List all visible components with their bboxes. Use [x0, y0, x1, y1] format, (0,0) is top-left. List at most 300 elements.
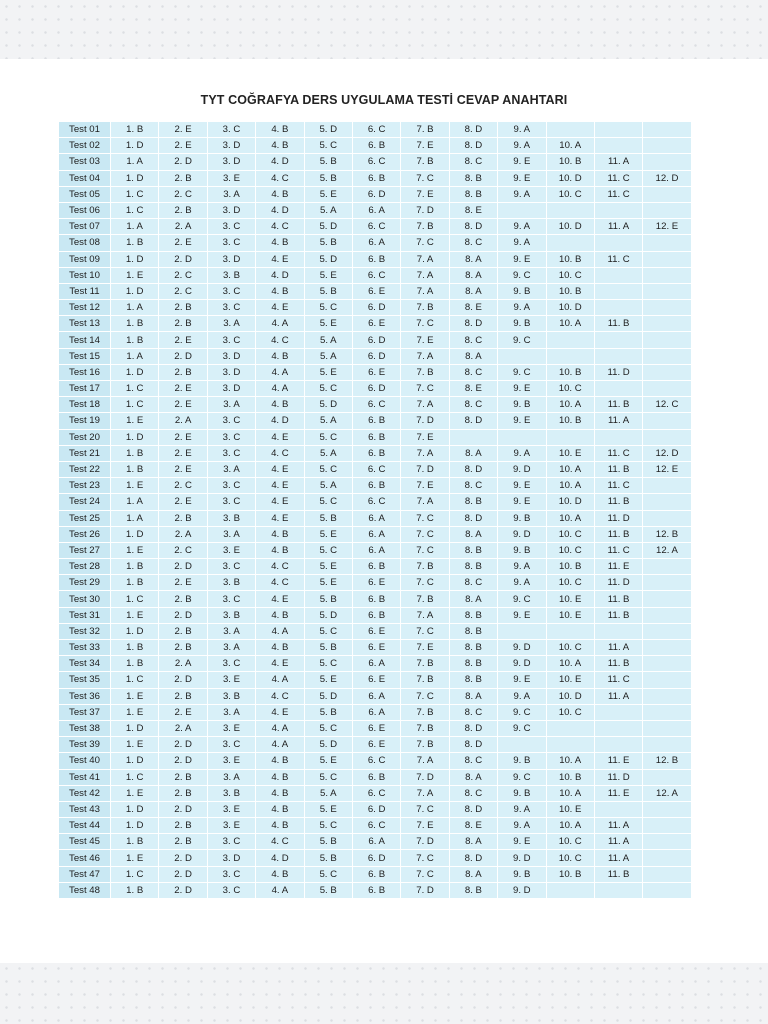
table-row: [59, 122, 692, 138]
answer-cell: 11. B: [594, 526, 642, 542]
answer-cell: 11. B: [594, 397, 642, 413]
answer-cell: [643, 737, 691, 753]
answer-cell: 4. B: [256, 526, 304, 542]
answer-cell: 5. A: [304, 332, 352, 348]
answer-cell: 4. B: [256, 186, 304, 202]
test-label-cell: Test 23: [59, 478, 111, 494]
answer-cell: 3. A: [207, 461, 255, 477]
answer-cell: 5. A: [304, 445, 352, 461]
answer-cell: 3. D: [207, 138, 255, 154]
answer-cell: 3. D: [207, 364, 255, 380]
answer-cell: 9. D: [498, 526, 546, 542]
answer-cell: 6. E: [352, 283, 400, 299]
answer-cell: [498, 429, 546, 445]
answer-cell: 7. B: [401, 737, 449, 753]
answer-cell: 3. A: [207, 397, 255, 413]
answer-cell: 12. D: [643, 445, 691, 461]
answer-cell: 9. B: [498, 542, 546, 558]
answer-cell: 1. B: [111, 575, 159, 591]
test-label-cell: Test 42: [59, 785, 111, 801]
answer-cell: 2. B: [159, 591, 207, 607]
answer-cell: 4. B: [256, 283, 304, 299]
answer-cell: 1. D: [111, 283, 159, 299]
answer-cell: 5. D: [304, 219, 352, 235]
answer-cell: 1. D: [111, 720, 159, 736]
answer-cell: 9. E: [498, 478, 546, 494]
answer-cell: 8. C: [449, 154, 497, 170]
answer-cell: 11. B: [594, 316, 642, 332]
answer-cell: 3. C: [207, 300, 255, 316]
answer-cell: 7. B: [401, 656, 449, 672]
answer-cell: 4. B: [256, 640, 304, 656]
answer-cell: 9. B: [498, 785, 546, 801]
table-row: [59, 575, 692, 591]
answer-cell: [643, 850, 691, 866]
answer-cell: 6. C: [352, 818, 400, 834]
answer-cell: 4. B: [256, 235, 304, 251]
answer-cell: [546, 737, 594, 753]
answer-cell: 4. E: [256, 656, 304, 672]
answer-cell: [643, 138, 691, 154]
answer-cell: 7. A: [401, 753, 449, 769]
table-row: [59, 753, 692, 769]
answer-cell: 6. A: [352, 688, 400, 704]
answer-cell: 5. A: [304, 202, 352, 218]
answer-cell: [594, 283, 642, 299]
answer-cell: 4. C: [256, 575, 304, 591]
answer-cell: 8. B: [449, 672, 497, 688]
test-label-cell: Test 38: [59, 720, 111, 736]
answer-cell: 9. E: [498, 170, 546, 186]
answer-cell: 4. E: [256, 300, 304, 316]
answer-cell: 1. D: [111, 623, 159, 639]
answer-cell: 10. B: [546, 866, 594, 882]
answer-cell: 4. C: [256, 170, 304, 186]
answer-cell: 5. C: [304, 300, 352, 316]
answer-cell: 6. C: [352, 267, 400, 283]
page-title: TYT COĞRAFYA DERS UYGULAMA TESTİ CEVAP ANAHTARI: [200, 93, 568, 107]
answer-cell: 8. E: [449, 202, 497, 218]
answer-cell: 1. E: [111, 607, 159, 623]
answer-cell: 5. B: [304, 170, 352, 186]
answer-cell: 1. D: [111, 429, 159, 445]
answer-cell: 6. C: [352, 753, 400, 769]
answer-cell: 7. D: [401, 834, 449, 850]
answer-cell: 1. A: [111, 348, 159, 364]
answer-cell: 2. C: [159, 283, 207, 299]
answer-cell: 2. E: [159, 575, 207, 591]
answer-cell: 11. C: [594, 186, 642, 202]
answer-cell: 3. E: [207, 170, 255, 186]
answer-cell: [594, 138, 642, 154]
answer-cell: 6. D: [352, 381, 400, 397]
table-row: [59, 445, 692, 461]
test-label-cell: Test 36: [59, 688, 111, 704]
answer-cell: 9. B: [498, 510, 546, 526]
table-row: [59, 818, 692, 834]
answer-cell: 7. B: [401, 364, 449, 380]
table-row: [59, 251, 692, 267]
answer-cell: 6. B: [352, 445, 400, 461]
answer-cell: 10. D: [546, 688, 594, 704]
answer-cell: [643, 267, 691, 283]
table-row: [59, 769, 692, 785]
answer-cell: 1. D: [111, 818, 159, 834]
answer-cell: 12. E: [643, 461, 691, 477]
answer-key-body: [59, 122, 692, 899]
answer-cell: 6. B: [352, 769, 400, 785]
table-row: [59, 607, 692, 623]
answer-cell: 10. D: [546, 170, 594, 186]
answer-cell: 4. A: [256, 623, 304, 639]
table-row: [59, 332, 692, 348]
answer-cell: 3. A: [207, 316, 255, 332]
answer-cell: 6. A: [352, 526, 400, 542]
answer-cell: 9. B: [498, 316, 546, 332]
answer-cell: 2. D: [159, 866, 207, 882]
answer-cell: [643, 510, 691, 526]
answer-cell: 6. B: [352, 170, 400, 186]
answer-cell: 9. A: [498, 559, 546, 575]
answer-cell: 3. E: [207, 753, 255, 769]
answer-cell: 2. D: [159, 348, 207, 364]
answer-cell: 2. C: [159, 542, 207, 558]
answer-cell: 5. C: [304, 818, 352, 834]
answer-cell: 4. C: [256, 445, 304, 461]
answer-cell: [643, 575, 691, 591]
answer-cell: [594, 348, 642, 364]
answer-cell: 1. C: [111, 591, 159, 607]
test-label-cell: Test 32: [59, 623, 111, 639]
test-label-cell: Test 47: [59, 866, 111, 882]
answer-cell: 11. B: [594, 656, 642, 672]
answer-cell: 3. D: [207, 202, 255, 218]
answer-cell: 7. C: [401, 575, 449, 591]
answer-cell: 8. A: [449, 591, 497, 607]
answer-cell: 1. A: [111, 154, 159, 170]
answer-cell: 3. D: [207, 348, 255, 364]
test-label-cell: Test 06: [59, 202, 111, 218]
answer-cell: 7. E: [401, 818, 449, 834]
answer-cell: 8. D: [449, 122, 497, 138]
answer-cell: 10. C: [546, 381, 594, 397]
answer-cell: 5. E: [304, 801, 352, 817]
table-row: [59, 494, 692, 510]
answer-cell: 1. C: [111, 769, 159, 785]
table-row: [59, 542, 692, 558]
answer-cell: 11. D: [594, 510, 642, 526]
answer-cell: 5. C: [304, 461, 352, 477]
answer-cell: 6. C: [352, 494, 400, 510]
answer-cell: 9. B: [498, 397, 546, 413]
answer-cell: 6. A: [352, 704, 400, 720]
answer-cell: 7. B: [401, 300, 449, 316]
answer-cell: 10. A: [546, 818, 594, 834]
answer-cell: 8. D: [449, 510, 497, 526]
answer-cell: 6. E: [352, 672, 400, 688]
answer-cell: 9. D: [498, 882, 546, 898]
test-label-cell: Test 48: [59, 882, 111, 898]
test-label-cell: Test 08: [59, 235, 111, 251]
answer-cell: 2. B: [159, 364, 207, 380]
table-row: [59, 672, 692, 688]
answer-cell: 10. B: [546, 364, 594, 380]
answer-cell: 1. E: [111, 850, 159, 866]
answer-cell: 2. C: [159, 478, 207, 494]
answer-cell: 2. B: [159, 300, 207, 316]
answer-cell: 4. E: [256, 591, 304, 607]
answer-cell: 4. B: [256, 138, 304, 154]
table-row: [59, 219, 692, 235]
table-row: [59, 559, 692, 575]
answer-cell: 6. C: [352, 219, 400, 235]
answer-cell: 7. C: [401, 235, 449, 251]
answer-cell: 7. D: [401, 413, 449, 429]
answer-cell: 4. C: [256, 559, 304, 575]
answer-cell: 8. D: [449, 720, 497, 736]
answer-cell: 7. C: [401, 381, 449, 397]
answer-cell: 8. D: [449, 737, 497, 753]
answer-cell: 11. B: [594, 607, 642, 623]
answer-cell: 3. D: [207, 381, 255, 397]
answer-cell: 6. D: [352, 300, 400, 316]
answer-cell: 4. B: [256, 122, 304, 138]
table-row: [59, 381, 692, 397]
answer-cell: 4. A: [256, 882, 304, 898]
answer-cell: 3. A: [207, 704, 255, 720]
test-label-cell: Test 02: [59, 138, 111, 154]
answer-cell: 5. C: [304, 429, 352, 445]
answer-cell: 9. C: [498, 267, 546, 283]
answer-cell: 10. A: [546, 510, 594, 526]
answer-cell: 3. C: [207, 866, 255, 882]
answer-cell: 7. B: [401, 704, 449, 720]
answer-cell: [594, 882, 642, 898]
test-label-cell: Test 13: [59, 316, 111, 332]
answer-cell: 7. E: [401, 186, 449, 202]
answer-cell: 5. C: [304, 866, 352, 882]
test-label-cell: Test 40: [59, 753, 111, 769]
answer-cell: 10. B: [546, 559, 594, 575]
answer-cell: 10. A: [546, 316, 594, 332]
answer-cell: 6. A: [352, 510, 400, 526]
test-label-cell: Test 24: [59, 494, 111, 510]
answer-cell: [594, 737, 642, 753]
test-label-cell: Test 29: [59, 575, 111, 591]
answer-cell: 2. E: [159, 138, 207, 154]
answer-cell: 7. C: [401, 688, 449, 704]
answer-cell: 5. B: [304, 510, 352, 526]
answer-cell: 6. B: [352, 866, 400, 882]
answer-cell: 9. D: [498, 461, 546, 477]
answer-cell: 9. A: [498, 300, 546, 316]
answer-cell: 2. D: [159, 251, 207, 267]
test-label-cell: Test 03: [59, 154, 111, 170]
answer-cell: 10. E: [546, 672, 594, 688]
answer-cell: 9. C: [498, 769, 546, 785]
answer-cell: 9. E: [498, 413, 546, 429]
answer-cell: 10. B: [546, 154, 594, 170]
answer-cell: 1. C: [111, 186, 159, 202]
answer-cell: 8. D: [449, 461, 497, 477]
test-label-cell: Test 43: [59, 801, 111, 817]
answer-cell: 11. A: [594, 413, 642, 429]
answer-cell: 1. D: [111, 526, 159, 542]
answer-cell: 8. B: [449, 542, 497, 558]
answer-cell: 7. D: [401, 202, 449, 218]
answer-cell: 4. E: [256, 478, 304, 494]
answer-cell: 2. B: [159, 316, 207, 332]
test-label-cell: Test 07: [59, 219, 111, 235]
answer-cell: 2. C: [159, 186, 207, 202]
answer-cell: 5. E: [304, 186, 352, 202]
answer-cell: 6. E: [352, 623, 400, 639]
answer-cell: 1. D: [111, 138, 159, 154]
answer-cell: [546, 882, 594, 898]
test-label-cell: Test 27: [59, 542, 111, 558]
table-row: [59, 283, 692, 299]
answer-cell: 2. B: [159, 640, 207, 656]
answer-cell: 11. B: [594, 591, 642, 607]
answer-cell: 8. B: [449, 607, 497, 623]
answer-cell: 5. E: [304, 267, 352, 283]
answer-cell: 2. C: [159, 267, 207, 283]
answer-cell: [546, 235, 594, 251]
table-row: [59, 510, 692, 526]
answer-cell: 11. A: [594, 850, 642, 866]
answer-cell: 4. E: [256, 510, 304, 526]
answer-cell: 11. B: [594, 866, 642, 882]
answer-cell: 3. E: [207, 720, 255, 736]
answer-cell: 8. C: [449, 478, 497, 494]
answer-cell: 8. B: [449, 882, 497, 898]
answer-cell: 4. D: [256, 202, 304, 218]
answer-cell: [594, 267, 642, 283]
answer-cell: 7. B: [401, 591, 449, 607]
test-label-cell: Test 37: [59, 704, 111, 720]
answer-cell: 9. A: [498, 445, 546, 461]
answer-cell: 6. C: [352, 785, 400, 801]
answer-cell: 8. A: [449, 251, 497, 267]
answer-cell: [449, 429, 497, 445]
answer-cell: 1. B: [111, 332, 159, 348]
test-label-cell: Test 33: [59, 640, 111, 656]
answer-cell: 11. A: [594, 688, 642, 704]
answer-cell: 8. E: [449, 818, 497, 834]
answer-cell: 6. E: [352, 316, 400, 332]
answer-cell: 2. A: [159, 720, 207, 736]
answer-cell: 2. D: [159, 559, 207, 575]
answer-cell: [643, 623, 691, 639]
answer-cell: 12. A: [643, 785, 691, 801]
answer-cell: 8. E: [449, 300, 497, 316]
answer-cell: 4. E: [256, 429, 304, 445]
answer-cell: 1. E: [111, 542, 159, 558]
answer-cell: 1. D: [111, 170, 159, 186]
answer-cell: 4. C: [256, 332, 304, 348]
answer-cell: 5. B: [304, 283, 352, 299]
table-row: [59, 429, 692, 445]
answer-cell: 3. C: [207, 219, 255, 235]
answer-cell: [643, 429, 691, 445]
table-row: [59, 866, 692, 882]
answer-cell: 3. B: [207, 607, 255, 623]
answer-cell: 10. A: [546, 138, 594, 154]
answer-cell: 7. B: [401, 154, 449, 170]
table-row: [59, 526, 692, 542]
answer-cell: [643, 688, 691, 704]
answer-cell: 3. E: [207, 801, 255, 817]
answer-cell: 6. A: [352, 235, 400, 251]
answer-cell: 1. B: [111, 235, 159, 251]
answer-cell: 7. A: [401, 283, 449, 299]
answer-cell: 4. B: [256, 542, 304, 558]
table-row: [59, 688, 692, 704]
answer-cell: 3. B: [207, 785, 255, 801]
answer-cell: 6. D: [352, 186, 400, 202]
test-label-cell: Test 11: [59, 283, 111, 299]
answer-cell: [643, 720, 691, 736]
answer-cell: [498, 202, 546, 218]
answer-cell: 2. E: [159, 494, 207, 510]
answer-cell: 3. D: [207, 850, 255, 866]
answer-cell: 8. C: [449, 235, 497, 251]
table-row: [59, 397, 692, 413]
answer-cell: 7. B: [401, 559, 449, 575]
answer-cell: [643, 672, 691, 688]
answer-cell: 5. A: [304, 478, 352, 494]
answer-cell: 5. C: [304, 623, 352, 639]
answer-cell: 6. E: [352, 640, 400, 656]
answer-cell: [594, 720, 642, 736]
answer-cell: [498, 348, 546, 364]
answer-cell: 4. B: [256, 866, 304, 882]
answer-cell: 1. E: [111, 478, 159, 494]
answer-cell: 8. B: [449, 623, 497, 639]
answer-cell: 8. D: [449, 801, 497, 817]
answer-cell: 3. A: [207, 769, 255, 785]
answer-cell: 5. D: [304, 122, 352, 138]
answer-key-table: [58, 121, 692, 899]
answer-cell: 4. A: [256, 737, 304, 753]
answer-cell: 11. D: [594, 364, 642, 380]
answer-cell: 6. E: [352, 737, 400, 753]
answer-cell: 10. A: [546, 478, 594, 494]
answer-cell: 6. D: [352, 348, 400, 364]
answer-cell: [643, 559, 691, 575]
table-row: [59, 138, 692, 154]
table-row: [59, 461, 692, 477]
answer-cell: 1. E: [111, 785, 159, 801]
table-row: [59, 640, 692, 656]
answer-cell: 5. E: [304, 575, 352, 591]
answer-cell: 8. B: [449, 170, 497, 186]
answer-cell: 1. C: [111, 381, 159, 397]
answer-cell: 8. B: [449, 656, 497, 672]
answer-cell: 9. B: [498, 283, 546, 299]
answer-cell: 6. E: [352, 364, 400, 380]
answer-cell: 10. E: [546, 445, 594, 461]
answer-cell: 3. A: [207, 623, 255, 639]
test-label-cell: Test 17: [59, 381, 111, 397]
answer-cell: 7. A: [401, 397, 449, 413]
table-row: [59, 202, 692, 218]
answer-cell: 3. C: [207, 882, 255, 898]
answer-cell: 6. B: [352, 138, 400, 154]
answer-cell: 10. E: [546, 591, 594, 607]
answer-cell: 5. E: [304, 526, 352, 542]
answer-cell: [546, 202, 594, 218]
